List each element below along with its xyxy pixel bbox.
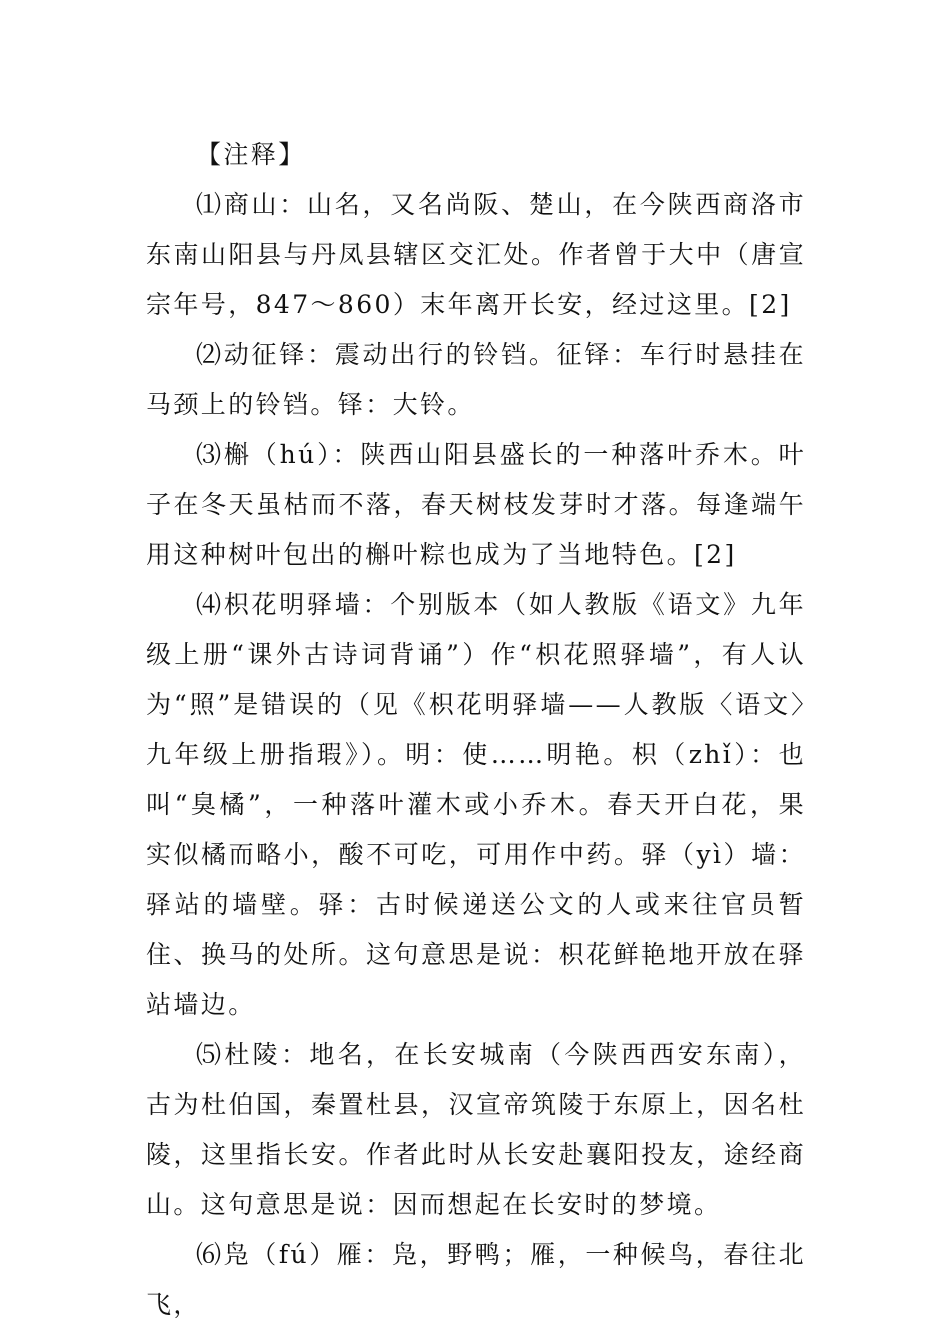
note-4: ⑷枳花明驿墙：个别版本（如人教版《语文》九年级上册“课外古诗词背诵”）作“枳花照驿墙”，有人认为“照”是错误的（见《枳花明驿墙——人教版〈语文〉九年级上册指瑕》）。明：使……明艳。枳（zhǐ）：也叫“臭橘”，一种落叶灌木或小乔木。春天开白花，果实似橘而略小，酸不可吃，可用作中药。驿（yì）墙：驿站的墙壁。驿：古时候递送公文的人或来往官员暂住、换马的处所。这句意思是说：枳花鲜艳地开放在驿站墙边。 bbox=[146, 590, 806, 1019]
note-3: ⑶槲（hú）：陕西山阳县盛长的一种落叶乔木。叶子在冬天虽枯而不落，春天树枝发芽时才落。每逢端午用这种树叶包出的槲叶粽也成为了当地特色。[2] bbox=[146, 440, 806, 569]
note-1: ⑴商山：山名，又名尚阪、楚山，在今陕西商洛市东南山阳县与丹凤县辖区交汇处。作者曾于大中（唐宣宗年号，847～860）末年离开长安，经过这里。[2] bbox=[146, 190, 806, 319]
section-heading: 【注释】 bbox=[196, 140, 306, 169]
note-5: ⑸杜陵：地名，在长安城南（今陕西西安东南），古为杜伯国，秦置杜县，汉宣帝筑陵于东原上，因名杜陵，这里指长安。作者此时从长安赴襄阳投友，途经商山。这句意思是说：因而想起在长安时的梦境。 bbox=[146, 1040, 806, 1219]
note-2: ⑵动征铎：震动出行的铃铛。征铎：车行时悬挂在马颈上的铃铛。铎：大铃。 bbox=[146, 340, 806, 419]
note-6: ⑹凫（fú）雁：凫，野鸭；雁，一种候鸟，春往北飞， bbox=[146, 1240, 806, 1319]
annotation-section bbox=[146, 130, 806, 1330]
